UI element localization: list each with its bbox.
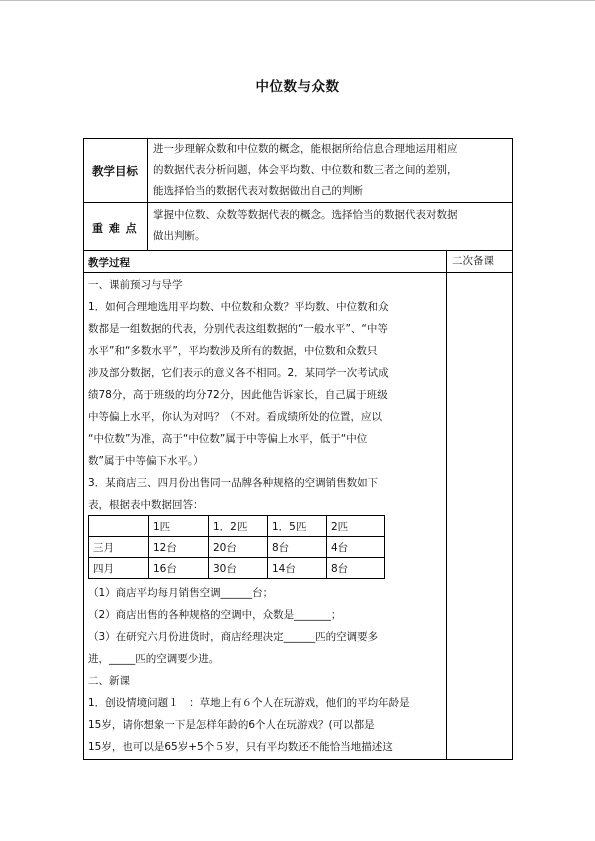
- page-top-rule: [0, 0, 595, 1]
- table-cell: 30台: [209, 558, 268, 579]
- objectives-text: [153, 139, 458, 202]
- table-cell: 20台: [209, 537, 268, 558]
- objectives-label: 教学目标: [92, 164, 138, 178]
- process-line: 中等偏上水平，你认为对吗？（不对。看成绩所处的位置，应以: [88, 411, 382, 423]
- table-cell: 8台: [327, 558, 385, 579]
- key-points-line: 做出判断。: [153, 230, 206, 242]
- process-line: 涉及部分数据，它们表示的意义各不相同。2．某同学一次考试成: [88, 367, 389, 379]
- table-cell: 三月: [89, 537, 149, 558]
- process-line: 3．某商店三、四月份出售同一品牌各种规格的空调销售数如下: [88, 477, 379, 489]
- table-cell: 14台: [268, 558, 327, 579]
- key-points-label: 重 难 点: [92, 222, 138, 235]
- process-line: “中位数”为准，高于“中位数”属于中等偏上水平，低于“中位: [88, 433, 368, 445]
- process-body-continued: [88, 582, 410, 758]
- table-cell: 四月: [89, 558, 149, 579]
- process-line: 绩78分，高于班级的均分72分，因此他告诉家长，自己属于班级: [88, 389, 388, 401]
- label-column-divider: [147, 138, 148, 250]
- process-line: 1．创设情境问题１ ：草地上有６个人在玩游戏，他们的平均年龄是: [88, 697, 410, 709]
- table-cell: 1匹: [149, 516, 209, 537]
- second-prep-header: 二次备课: [452, 255, 494, 267]
- table-header-row: [89, 516, 385, 537]
- process-body: [88, 274, 389, 516]
- process-header: 教学过程: [88, 257, 130, 269]
- row-divider: [83, 272, 513, 273]
- process-line: 水平”和“多数水平”，平均数涉及所有的数据，中位数和众数只: [88, 345, 378, 357]
- objectives-line: 进一步理解众数和中位数的概念，能根据所给信息合理地运用相应: [153, 143, 458, 155]
- process-line: 一、课前预习与导学: [88, 279, 183, 291]
- process-line: 数”属于中等偏下水平。）: [88, 455, 204, 467]
- table-cell: 12台: [149, 537, 209, 558]
- sales-table: [88, 515, 385, 579]
- page-title: 中位数与众数: [255, 79, 340, 95]
- process-line: 表，根据表中数据回答：: [88, 499, 204, 511]
- process-line: 进，_____匹的空调要少进。: [88, 653, 220, 665]
- process-line: 数都是一组数据的代表，分别代表这组数据的“一般水平”、“中等: [88, 323, 388, 335]
- process-line: （3）在研究六月份进货时，商店经理决定______匹的空调要多: [88, 631, 379, 643]
- process-line: 1．如何合理地选用平均数、中位数和众数？平均数、中位数和众: [88, 301, 389, 313]
- process-line: （2）商店出售的各种规格的空调中，众数是_______；: [88, 609, 342, 621]
- process-line: （1）商店平均每月销售空调______台；: [88, 587, 274, 599]
- table-cell: 4台: [327, 537, 385, 558]
- table-cell: 8台: [268, 537, 327, 558]
- objectives-line: 的数据代表分析问题，体会平均数、中位数和数三者之间的差别，: [153, 164, 458, 176]
- table-cell: 1．5匹: [268, 516, 327, 537]
- table-cell: 16台: [149, 558, 209, 579]
- table-row: [89, 558, 385, 579]
- table-cell: [89, 516, 149, 537]
- table-row: [89, 537, 385, 558]
- key-points-text: [153, 205, 458, 247]
- objectives-line: 能选择恰当的数据代表对数据做出自己的判断: [153, 185, 363, 197]
- side-column-divider: [446, 250, 447, 760]
- table-cell: 2匹: [327, 516, 385, 537]
- process-line: 15岁，请你想象一下是怎样年龄的6个人在玩游戏？(可以都是: [88, 719, 375, 731]
- key-points-line: 掌握中位数、众数等数据代表的概念。选择恰当的数据代表对数据: [153, 209, 458, 221]
- process-line: 15岁，也可以是65岁+5个５岁，只有平均数还不能恰当地描述这: [88, 741, 393, 753]
- process-line: 二、新课: [88, 675, 130, 687]
- row-divider: [83, 250, 513, 251]
- table-cell: 1．2匹: [209, 516, 268, 537]
